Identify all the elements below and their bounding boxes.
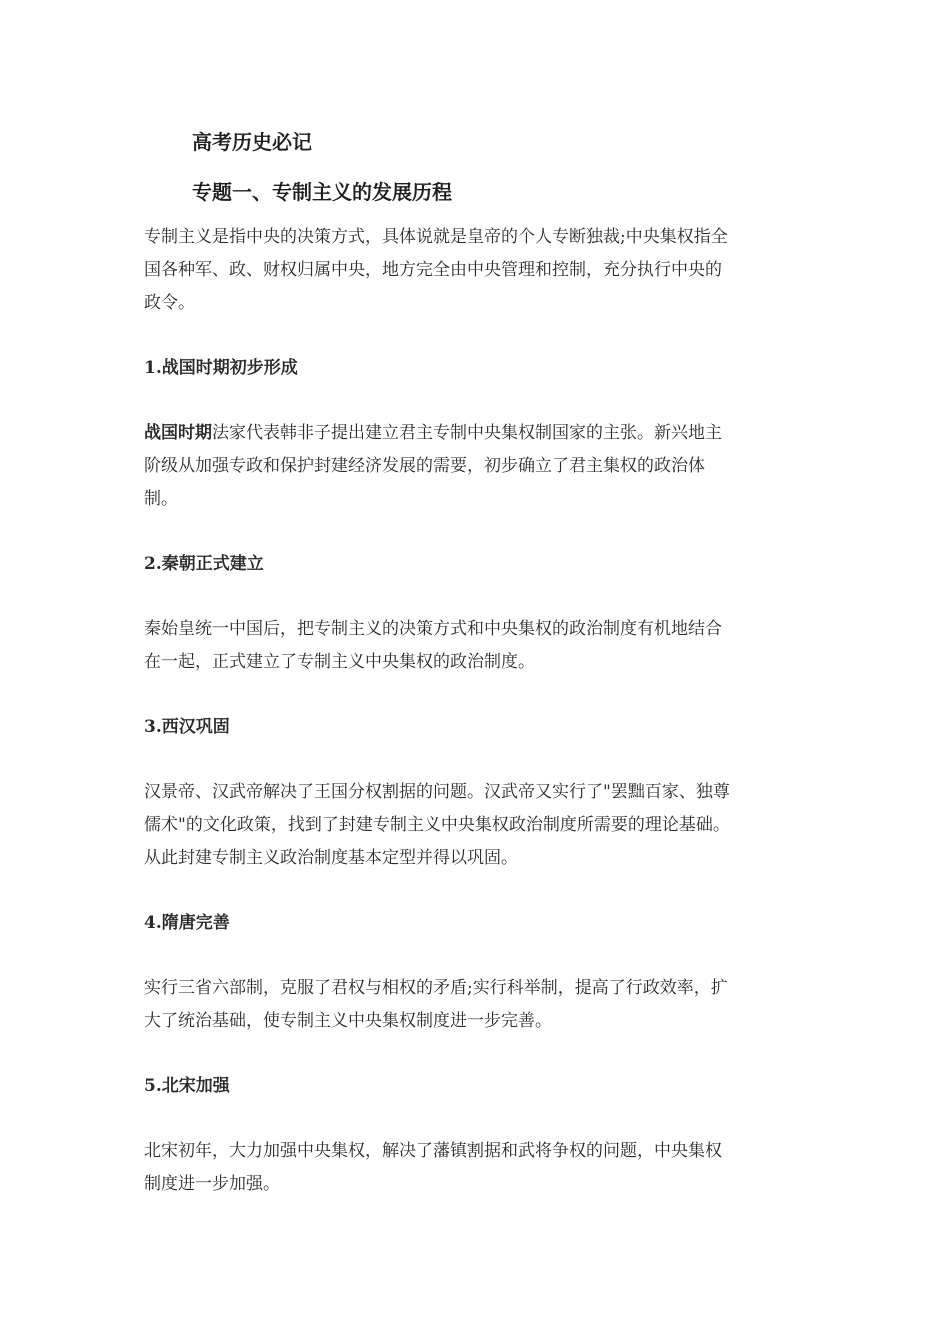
section-paragraph-3	[144, 776, 808, 875]
document-title: 高考历史必记	[192, 130, 312, 154]
section-paragraph-5	[144, 1135, 808, 1201]
section-paragraph-4	[144, 972, 808, 1038]
section-heading-2: 2.秦朝正式建立	[144, 554, 264, 574]
paragraph-line: 制度进一步加强。	[144, 1174, 280, 1194]
section-heading-4: 4.隋唐完善	[144, 913, 230, 933]
paragraph-line-text: 法家代表韩非子提出建立君主专制中央集权制国家的主张。新兴地主	[212, 423, 722, 443]
intro-line: 国各种军、政、财权归属中央，地方完全由中央管理和控制，充分执行中央的	[144, 260, 722, 280]
paragraph-line: 秦始皇统一中国后，把专制主义的决策方式和中央集权的政治制度有机地结合	[144, 619, 722, 639]
paragraph-line: 儒术"的文化政策，找到了封建专制主义中央集权政治制度所需要的理论基础。	[144, 815, 730, 835]
paragraph-line: 实行三省六部制，克服了君权与相权的矛盾;实行科举制，提高了行政效率，扩	[144, 978, 728, 998]
paragraph-line: 大了统治基础，使专制主义中央集权制度进一步完善。	[144, 1011, 552, 1031]
paragraph-line: 阶级从加强专政和保护封建经济发展的需要，初步确立了君主集权的政治体	[144, 456, 705, 476]
paragraph-line: 北宋初年，大力加强中央集权，解决了藩镇割据和武将争权的问题，中央集权	[144, 1141, 722, 1161]
section-heading-1: 1.战国时期初步形成	[144, 358, 298, 378]
paragraph-line: 在一起，正式建立了专制主义中央集权的政治制度。	[144, 652, 535, 672]
bold-lead-text: 战国时期	[144, 423, 212, 443]
section-heading-5: 5.北宋加强	[144, 1076, 230, 1096]
section-heading-3: 3.西汉巩固	[144, 717, 230, 737]
intro-line: 政令。	[144, 293, 195, 313]
intro-paragraph	[144, 221, 808, 320]
document-subtitle: 专题一、专制主义的发展历程	[192, 180, 452, 204]
intro-line: 专制主义是指中央的决策方式，具体说就是皇帝的个人专断独裁;中央集权指全	[144, 227, 728, 247]
section-paragraph-1	[144, 417, 808, 516]
paragraph-line: 制。	[144, 489, 178, 509]
paragraph-line: 汉景帝、汉武帝解决了王国分权割据的问题。汉武帝又实行了"罢黜百家、独尊	[144, 782, 730, 802]
paragraph-line: 从此封建专制主义政治制度基本定型并得以巩固。	[144, 848, 518, 868]
paragraph-line	[144, 417, 808, 450]
section-paragraph-2	[144, 613, 808, 679]
